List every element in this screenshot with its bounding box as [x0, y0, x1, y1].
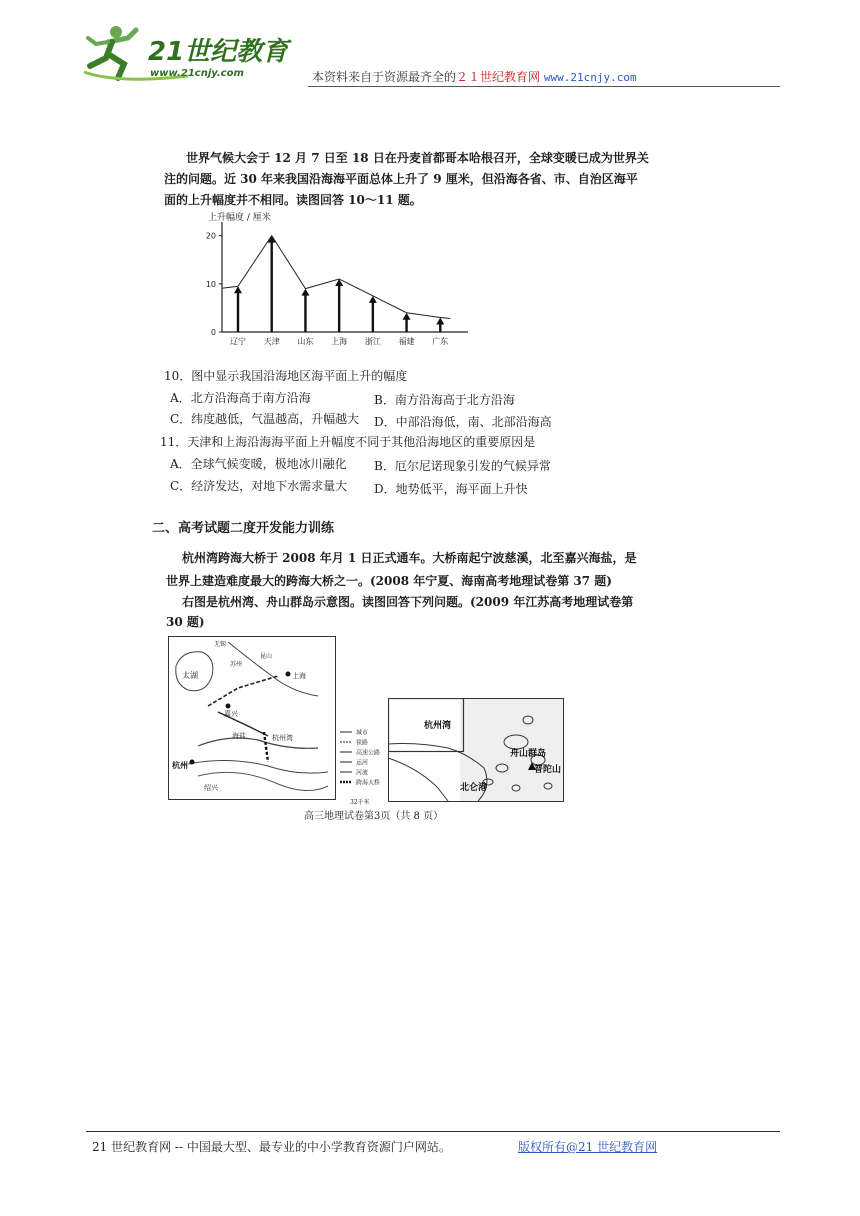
q11-option-d: D．地势低平，海平面上升快 [374, 482, 528, 496]
chart-ylabel: 上升幅度 / 厘米 [208, 213, 271, 223]
footer-divider [86, 1131, 780, 1132]
map-label-kunshan: 昆山 [260, 653, 273, 660]
map-scale: 32千米 [350, 799, 370, 806]
chart-xtick-label: 天津 [263, 337, 280, 346]
header-divider [308, 86, 780, 87]
legend-label-5: 跨海大桥 [356, 779, 381, 787]
chart-bar-arrow-5 [403, 313, 411, 320]
footer-description: 21 世纪教育网 -- 中国最大型、最专业的中小学教育资源门户网站。 [92, 1140, 451, 1154]
header-source-text [312, 68, 637, 85]
chart-xtick-label: 辽宁 [230, 337, 246, 346]
inset-label-beilun: 北仑港 [460, 783, 488, 793]
chart-xtick-label: 浙江 [364, 337, 381, 346]
legend-label-0: 城市 [356, 729, 369, 737]
zhoushan-islands-map [388, 698, 564, 802]
chart-xtick-label: 上海 [331, 337, 348, 346]
map-label-shanghai: 上海 [292, 672, 306, 680]
section-2-para1-line2: 世界上建造难度最大的跨海大桥之一。(2008 年宁夏、海南高考地理试卷第 37 题) [166, 574, 612, 588]
q10-stem: 10．图中显示我国沿海地区海平面上升的幅度 [164, 369, 408, 383]
section-2-para2-line1: 右图是杭州湾、舟山群岛示意图。读图回答下列问题。(2009 年江苏高考地理试卷第 [182, 595, 634, 609]
logo-title: 21世纪教育 [148, 37, 289, 67]
chart-ytick-label: 10 [205, 279, 216, 289]
chart-ytick-label: 0 [210, 328, 216, 337]
inset-label-bay: 杭州湾 [424, 721, 452, 731]
map-label-bay: 杭州湾 [272, 734, 293, 742]
q11-stem: 11．天津和上海沿海海平面上升幅度不同于其他沿海地区的重要原因是 [160, 435, 536, 449]
inset-label-islands: 舟山群岛 [510, 749, 547, 759]
chart-series-line [222, 236, 450, 319]
header-site-name: ２１世纪教育网 [456, 70, 541, 84]
map-label-jiaxing: 嘉兴 [224, 710, 238, 718]
map-label-lake: 太湖 [182, 671, 198, 680]
scan-page-footer: 高三地理试卷第3页（共 8 页） [304, 811, 444, 822]
q11-option-a: A．全球气候变暖，极地冰川融化 [170, 457, 347, 471]
chart-bar-arrow-0 [234, 286, 242, 293]
chart-yticks [206, 232, 222, 337]
header-url[interactable]: www.21cnjy.com [543, 71, 637, 84]
chart-ytick-label: 20 [205, 231, 216, 241]
chart-bar-arrow-6 [436, 318, 444, 325]
sea-level-chart [198, 210, 478, 360]
chart-trend-line [222, 236, 450, 319]
q10-option-c: C．纬度越低，气温越高，升幅越大 [170, 412, 360, 426]
intro-line-1: 世界气候大会于 12 月 7 日至 18 日在丹麦首都哥本哈根召开，全球变暖已成为世界关 [186, 151, 649, 165]
map-label-wuxi: 无锡 [214, 641, 227, 648]
chart-xtick-label: 广东 [432, 337, 449, 346]
site-logo [78, 20, 308, 86]
inset-label-putuo: 普陀山 [534, 765, 562, 775]
map-legend [340, 729, 380, 787]
logo-url: www.21cnjy.com [150, 68, 244, 79]
section-2-para1-line1: 杭州湾跨海大桥于 2008 年月 1 日正式通车。大桥南起宁波慈溪，北至嘉兴海盐，是 [182, 551, 637, 565]
chart-xtick-label: 福建 [398, 337, 415, 346]
map-label-suzhou: 苏州 [230, 661, 243, 668]
legend-label-4: 河流 [356, 769, 369, 777]
q10-option-a: A．北方沿海高于南方沿海 [170, 391, 311, 405]
q10-option-d: D．中部沿海低，南、北部沿海高 [374, 415, 552, 429]
chart-xlabels [230, 336, 448, 346]
legend-label-2: 高速公路 [356, 749, 381, 757]
map-label-hangzhou: 杭州 [172, 760, 188, 770]
section-2-para2-line2: 30 题) [166, 615, 205, 629]
map-label-haiyan: 海盐 [232, 732, 246, 740]
chart-bar-arrow-2 [301, 289, 309, 296]
intro-line-3: 面的上升幅度并不相同。读图回答 10～11 题。 [164, 193, 422, 207]
intro-line-2: 注的问题。近 30 年来我国沿海海平面总体上升了 9 厘米，但沿海各省、市、自治区海平 [164, 172, 638, 186]
q11-option-c: C．经济发达，对地下水需求量大 [170, 479, 348, 493]
footer-copyright-link[interactable]: 版权所有@21 世纪教育网 [518, 1140, 658, 1154]
chart-xtick-label: 山东 [297, 337, 314, 346]
chart-axes [222, 222, 468, 332]
hangzhou-bay-map [168, 636, 388, 806]
legend-label-1: 铁路 [356, 739, 369, 747]
section-2-title: 二、高考试题二度开发能力训练 [152, 521, 335, 536]
q10-option-b: B．南方沿海高于北方沿海 [374, 393, 515, 407]
chart-bars [234, 236, 444, 332]
map-label-shaoxing: 绍兴 [204, 784, 218, 792]
legend-label-3: 运河 [356, 759, 369, 767]
header-prefix: 本资料来自于资源最齐全的 [312, 70, 457, 84]
q11-option-b: B．厄尔尼诺现象引发的气候异常 [374, 459, 551, 473]
